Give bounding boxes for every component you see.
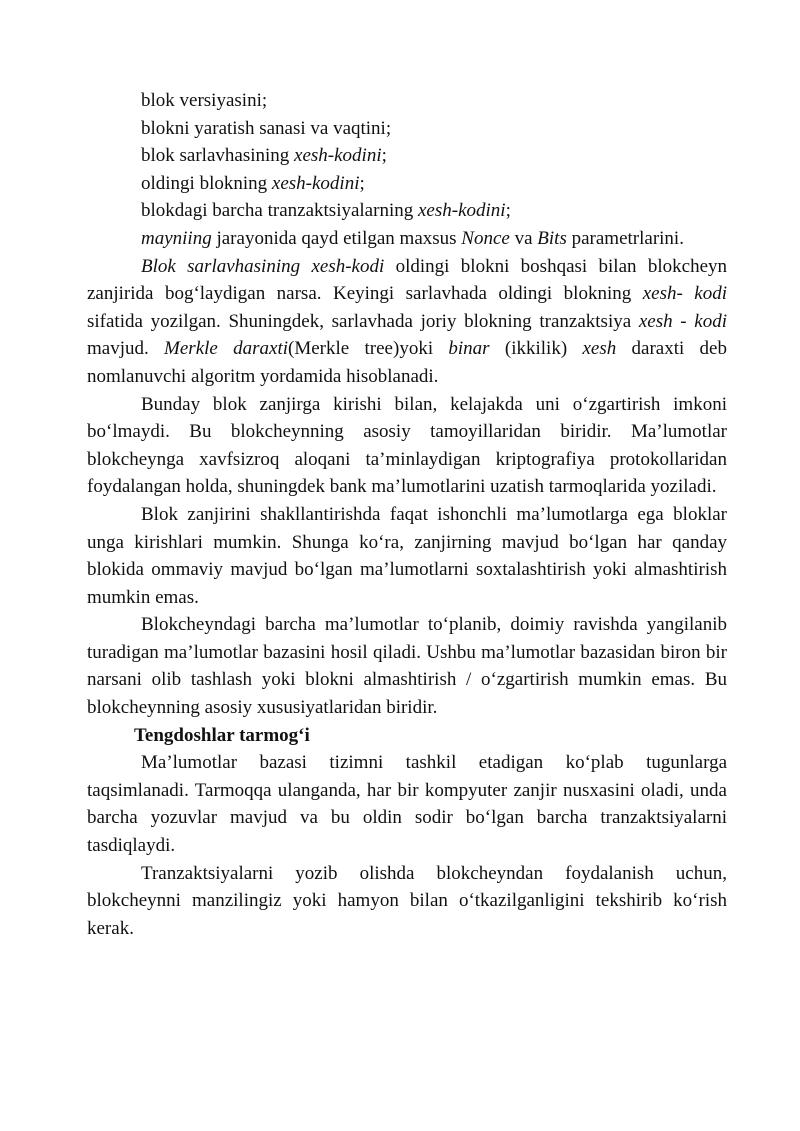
list-item-header-hash bbox=[87, 142, 727, 170]
list-item-tx-hash bbox=[87, 197, 727, 225]
paragraph-text: daraxti deb nomlanuvchi algoritm yordamida hisoblanadi. bbox=[87, 338, 727, 387]
list-item-punctuation: ; bbox=[359, 172, 365, 194]
paragraph-wallet-check: Tranzaktsiyalarni yozib olishda blokcheyndan foydalanish uchun, blokcheynni manzilingiz yoki hamyon bilan o‘tkazilganligini tekshirib ko‘rish kerak. bbox=[87, 862, 727, 939]
paragraph-distributed-nodes: Ma’lumotlar bazasi tizimni tashkil etadigan ko‘plab tugunlarga taqsimlanadi. Tarmoqqa ulanganda, har bir kompyuter zanjir nusxasini oladi, unda barcha yozuvlar mavjud va bu oldin sodir bo‘lgan barcha tranzaktsiyalarni tasdiqlaydi. bbox=[87, 752, 727, 857]
list-item-punctuation: ; bbox=[505, 200, 511, 222]
paragraph-database: Blokcheyndagi barcha ma’lumotlar to‘planib, doimiy ravishda yangilanib turadigan ma’lumotlar bazasini hosil qiladi. Ushbu ma’lumotlar bazasidan biron bir narsani olib tashlash yoki blokni almashtirish / o‘zgartirish mumkin emas. Bu blokcheynning asosiy xususiyatlaridan biridir. bbox=[87, 614, 727, 719]
document-page bbox=[87, 87, 727, 942]
paragraph-text: sifatida yozilgan. Shuningdek, sarlavhada joriy blokning tranzaktsiya bbox=[87, 310, 639, 332]
list-item-emphasis: xesh-kodini bbox=[271, 172, 360, 194]
paragraph-text: jarayonida qayd etilgan maxsus bbox=[211, 227, 462, 249]
term-binary: binar bbox=[448, 338, 490, 360]
list-item-emphasis: xesh-kodini bbox=[294, 145, 382, 167]
term-mining: mayniing bbox=[141, 227, 212, 249]
term-hash: xesh bbox=[582, 338, 617, 360]
paragraph-mining-params bbox=[87, 225, 727, 253]
paragraph-text: oldingi blokni boshqasi bilan blokcheyn zanjirida bog‘laydigan narsa. Keyingi sarlavhada oldingi blokning bbox=[87, 255, 728, 305]
paragraph-text: (ikkilik) bbox=[489, 338, 583, 360]
list-item-prev-hash bbox=[87, 170, 727, 198]
paragraph-text: (Merkle tree)yoki bbox=[288, 338, 449, 360]
term-nonce: Nonce bbox=[461, 227, 510, 249]
list-item-text: blok sarlavhasining bbox=[141, 145, 295, 167]
term-hash-code: xesh- kodi bbox=[642, 283, 727, 305]
term-bits: Bits bbox=[537, 227, 567, 249]
paragraph-header-hash bbox=[87, 253, 727, 391]
list-item-text: blokdagi barcha tranzaktsiyalarning bbox=[141, 200, 418, 222]
paragraph-text: mavjud. bbox=[87, 338, 165, 360]
section-heading: Tengdoshlar tarmog‘i bbox=[134, 724, 310, 746]
term-header-hash: Blok sarlavhasining xesh-kodi bbox=[141, 255, 385, 277]
term-hash-code: xesh - kodi bbox=[638, 310, 727, 332]
list-item-punctuation: ; bbox=[381, 145, 387, 167]
list-item-text: blok versiyasini; bbox=[141, 90, 268, 111]
list-item-emphasis: xesh-kodini bbox=[417, 200, 506, 222]
list-item-text: oldingi blokning bbox=[141, 172, 272, 194]
paragraph-trusted-data: Blok zanjirini shakllantirishda faqat ishonchli ma’lumotlarga ega bloklar unga kirishlari mumkin. Shunga ko‘ra, zanjirning mavjud bo‘lgan har qanday blokida ommaviy mavjud bo‘lgan ma’lumotlarni soxtalashtirish yoki almashtirish mumkin emas. bbox=[87, 503, 727, 608]
paragraph-immutability: Bunday blok zanjirga kirishi bilan, kelajakda uni o‘zgartirish imkoni bo‘lmaydi. Bu blokcheynning asosiy tamoyillaridan biridir. Ma’lumotlar blokcheynga xavfsizroq aloqani ta’minlaydigan kriptografiya protokollaridan foydalangan holda, shuningdek bank ma’lumotlarini uzatish tarmoqlarida yoziladi. bbox=[87, 393, 727, 498]
list-item-creation-date bbox=[87, 115, 727, 143]
paragraph-text: va bbox=[509, 227, 538, 249]
term-merkle-tree: Merkle daraxti bbox=[164, 338, 289, 360]
list-item-block-version bbox=[87, 87, 727, 115]
paragraph-text: parametrlarini. bbox=[566, 227, 684, 249]
list-item-text: blokni yaratish sanasi va vaqtini; bbox=[141, 117, 392, 139]
